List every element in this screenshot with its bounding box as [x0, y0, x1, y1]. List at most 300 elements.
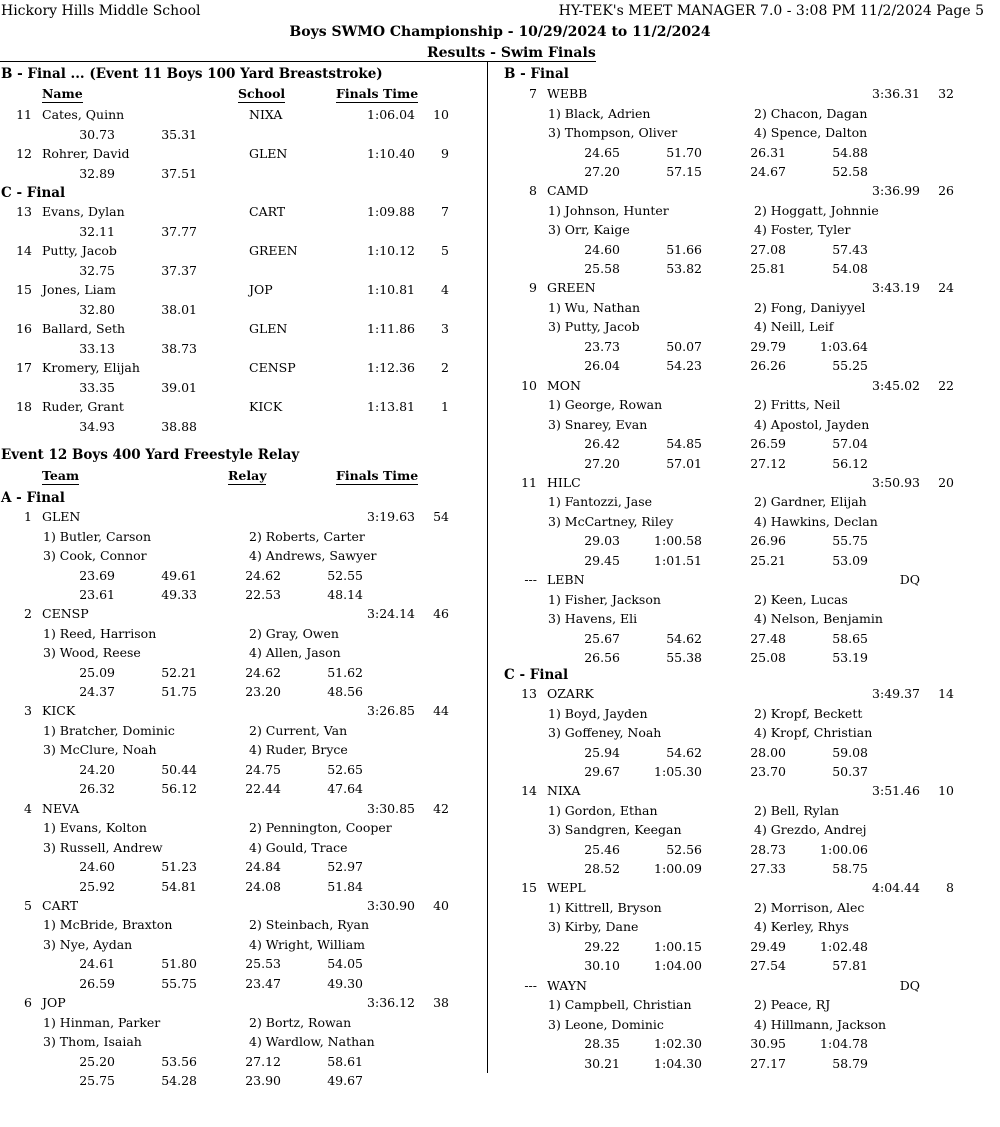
split-time: 1:00.15: [654, 938, 702, 954]
split-time: 52.58: [832, 164, 868, 179]
column-divider: [487, 61, 488, 1073]
column-header-team: Team: [42, 468, 80, 483]
swimmer-points: 2: [441, 360, 449, 375]
relay-place: ---: [524, 572, 537, 587]
column-header-name: Name: [42, 86, 83, 101]
relay-swimmer: 1) Bratcher, Dominic: [43, 722, 175, 738]
split-time: 55.75: [832, 533, 868, 549]
relay-swimmer: 4) Foster, Tyler: [754, 222, 851, 238]
swimmer-school: CART: [249, 204, 286, 219]
relay-place: 2: [24, 606, 32, 622]
swimmer-finals-time: 1:11.86: [367, 321, 415, 336]
relay-swimmer: 4) Andrews, Sawyer: [249, 548, 377, 563]
relay-swimmer: 2) Gardner, Elijah: [754, 494, 867, 510]
split-time: 49.30: [327, 975, 363, 991]
split-time: 26.59: [750, 436, 786, 452]
relay-swimmer: 2) Chacon, Dagan: [754, 105, 868, 121]
relay-swimmer: 1) Kittrell, Bryson: [548, 899, 662, 915]
split-time: 23.20: [245, 684, 281, 700]
split-time: 27.20: [584, 455, 620, 471]
swimmer-points: 1: [441, 399, 449, 414]
b-final-heading: B - Final: [504, 66, 569, 82]
split-time: 54.28: [161, 1073, 197, 1088]
split-time: 30.73: [79, 126, 115, 142]
split-time: 1:02.48: [820, 938, 868, 954]
relay-swimmer: 1) Butler, Carson: [43, 528, 151, 544]
relay-swimmer: 4) Wardlow, Nathan: [249, 1034, 375, 1049]
relay-swimmer: 3) Leone, Dominic: [548, 1016, 664, 1032]
relay-swimmer: 2) Steinbach, Ryan: [249, 917, 370, 933]
relay-team: GLEN: [42, 509, 81, 524]
split-time: 35.31: [161, 126, 197, 142]
swimmer-points: 7: [441, 204, 449, 219]
event-11-heading: B - Final ... (Event 11 Boys 100 Yard Breaststroke): [1, 66, 383, 82]
split-time: 24.20: [79, 761, 115, 777]
split-time: 53.82: [666, 261, 702, 277]
relay-points: 26: [938, 183, 954, 199]
relay-points: 24: [938, 280, 954, 296]
split-time: 24.75: [245, 761, 281, 777]
split-time: 56.12: [832, 455, 868, 471]
relay-swimmer: 2) Fritts, Neil: [754, 397, 841, 413]
relay-swimmer: 1) Black, Adrien: [548, 105, 651, 121]
a-final-heading: A - Final: [1, 490, 65, 506]
relay-finals-time: 3:49.37: [872, 686, 920, 701]
swimmer-place: 15: [16, 282, 32, 297]
relay-points: 8: [946, 880, 954, 896]
split-time: 26.42: [584, 436, 620, 452]
split-time: 55.38: [666, 650, 702, 665]
relay-swimmer: 1) Johnson, Hunter: [548, 202, 669, 218]
split-time: 24.61: [79, 956, 115, 972]
split-time: 51.62: [327, 664, 363, 680]
relay-swimmer: 4) Neill, Leif: [754, 319, 834, 335]
split-time: 25.92: [79, 878, 115, 894]
header-rule: [0, 61, 487, 62]
split-time: 23.61: [79, 587, 115, 602]
split-time: 50.44: [161, 761, 197, 777]
split-time: 48.56: [327, 684, 363, 700]
swimmer-school: KICK: [249, 399, 283, 414]
swimmer-name: Putty, Jacob: [42, 243, 117, 258]
split-time: 23.73: [584, 338, 620, 354]
relay-team: CENSP: [42, 606, 89, 622]
relay-points: 54: [433, 509, 449, 524]
split-time: 57.43: [832, 241, 868, 257]
relay-finals-time: 4:04.44: [872, 880, 920, 896]
relay-points: 10: [938, 783, 954, 799]
split-time: 30.95: [750, 1036, 786, 1052]
split-time: 53.09: [832, 552, 868, 568]
relay-swimmer: 3) McCartney, Riley: [548, 513, 674, 529]
relay-points: 22: [938, 377, 954, 393]
relay-finals-time: 3:36.31: [872, 86, 920, 101]
split-time: 24.62: [245, 664, 281, 680]
split-time: 25.53: [245, 956, 281, 972]
split-time: 54.62: [666, 630, 702, 646]
split-time: 24.65: [584, 144, 620, 160]
split-time: 50.37: [832, 764, 868, 779]
swimmer-name: Rohrer, David: [42, 146, 130, 161]
split-time: 25.94: [584, 744, 620, 760]
relay-team: WEBB: [547, 86, 588, 101]
relay-swimmer: 4) Wright, William: [249, 936, 366, 952]
split-time: 51.70: [666, 144, 702, 160]
split-time: 26.59: [79, 975, 115, 991]
split-time: 54.81: [161, 878, 197, 894]
relay-place: 3: [24, 703, 32, 719]
relay-team: LEBN: [547, 572, 585, 587]
relay-swimmer: 4) Allen, Jason: [249, 645, 341, 661]
swimmer-name: Ruder, Grant: [42, 399, 124, 414]
relay-finals-time: 3:24.14: [367, 606, 415, 622]
swimmer-finals-time: 1:12.36: [367, 360, 415, 375]
split-time: 54.85: [666, 436, 702, 452]
relay-swimmer: 2) Roberts, Carter: [249, 528, 365, 544]
swimmer-name: Evans, Dylan: [42, 204, 125, 219]
relay-place: 7: [529, 86, 537, 101]
split-time: 24.84: [245, 859, 281, 875]
split-time: 51.84: [327, 878, 363, 894]
swimmer-place: 12: [16, 146, 32, 161]
relay-finals-time: 3:43.19: [872, 280, 920, 296]
relay-finals-time: DQ: [899, 977, 920, 993]
swimmer-school: CENSP: [249, 360, 296, 375]
split-time: 58.61: [327, 1053, 363, 1069]
split-time: 55.75: [161, 975, 197, 991]
split-time: 27.12: [245, 1053, 281, 1069]
split-time: 25.09: [79, 664, 115, 680]
swimmer-name: Kromery, Elijah: [42, 360, 140, 375]
relay-swimmer: 2) Bortz, Rowan: [249, 1014, 352, 1030]
relay-place: 11: [521, 474, 537, 490]
split-time: 48.14: [327, 587, 363, 602]
relay-swimmer: 1) Gordon, Ethan: [548, 802, 658, 818]
relay-points: 46: [433, 606, 449, 622]
relay-swimmer: 3) Havens, Eli: [548, 611, 638, 626]
relay-swimmer: 2) Hoggatt, Johnnie: [754, 202, 879, 218]
split-time: 24.62: [245, 567, 281, 583]
swimmer-points: 9: [441, 146, 449, 161]
split-time: 57.81: [832, 958, 868, 974]
relay-swimmer: 2) Peace, RJ: [754, 997, 831, 1013]
split-time: 22.44: [245, 781, 281, 797]
relay-swimmer: 2) Pennington, Cooper: [249, 820, 392, 836]
split-time: 29.79: [750, 338, 786, 354]
relay-swimmer: 3) Nye, Aydan: [43, 936, 133, 952]
relay-team: NEVA: [42, 800, 80, 816]
swimmer-name: Jones, Liam: [42, 282, 116, 297]
split-time: 27.33: [750, 861, 786, 877]
split-time: 30.10: [584, 958, 620, 974]
relay-points: 32: [938, 86, 954, 101]
relay-swimmer: 3) Wood, Reese: [43, 645, 141, 661]
relay-swimmer: 3) McClure, Noah: [43, 742, 157, 758]
relay-swimmer: 1) Fantozzi, Jase: [548, 494, 653, 510]
split-time: 27.17: [750, 1055, 786, 1071]
swimmer-place: 18: [16, 399, 32, 414]
split-time: 32.75: [79, 262, 115, 278]
relay-swimmer: 1) Campbell, Christian: [548, 997, 692, 1013]
relay-swimmer: 3) Putty, Jacob: [548, 319, 640, 335]
relay-place: 15: [521, 880, 537, 896]
swimmer-place: 13: [16, 204, 32, 219]
split-time: 1:03.64: [820, 338, 868, 354]
results-subtitle: Results - Swim Finals: [427, 45, 596, 61]
split-time: 54.88: [832, 144, 868, 160]
relay-swimmer: 4) Hawkins, Declan: [754, 513, 878, 529]
swimmer-points: 10: [433, 107, 449, 122]
split-time: 38.88: [161, 418, 197, 434]
split-time: 25.81: [750, 261, 786, 277]
column-header-finals-time: Finals Time: [336, 86, 419, 101]
split-time: 23.69: [79, 567, 115, 583]
relay-swimmer: 3) Snarey, Evan: [548, 416, 648, 432]
split-time: 25.46: [584, 841, 620, 857]
event-12-heading: Event 12 Boys 400 Yard Freestyle Relay: [1, 447, 300, 463]
relay-points: 44: [433, 703, 449, 719]
relay-points: 38: [433, 995, 449, 1010]
swimmer-points: 5: [441, 243, 449, 258]
relay-swimmer: 4) Nelson, Benjamin: [754, 611, 883, 626]
split-time: 23.70: [750, 764, 786, 779]
column-header-school: School: [238, 86, 286, 101]
split-time: 51.66: [666, 241, 702, 257]
relay-swimmer: 3) Russell, Andrew: [43, 839, 163, 855]
swimmer-school: JOP: [249, 282, 273, 297]
swimmer-points: 4: [441, 282, 449, 297]
split-time: 25.21: [750, 552, 786, 568]
relay-finals-time: 3:19.63: [367, 509, 415, 524]
split-time: 52.65: [327, 761, 363, 777]
swimmer-finals-time: 1:10.12: [367, 243, 415, 258]
split-time: 25.20: [79, 1053, 115, 1069]
swimmer-name: Cates, Quinn: [42, 107, 125, 122]
swimmer-school: GREEN: [249, 243, 298, 258]
split-time: 52.21: [161, 664, 197, 680]
relay-team: CART: [42, 897, 79, 913]
relay-team: WAYN: [547, 977, 587, 993]
split-time: 27.20: [584, 164, 620, 179]
split-time: 29.67: [584, 764, 620, 779]
relay-swimmer: 1) Hinman, Parker: [43, 1014, 161, 1030]
split-time: 32.11: [79, 223, 115, 239]
split-time: 51.23: [161, 859, 197, 875]
relay-swimmer: 3) Thom, Isaiah: [43, 1034, 142, 1049]
split-time: 49.61: [161, 567, 197, 583]
relay-finals-time: DQ: [899, 572, 920, 587]
split-time: 23.47: [245, 975, 281, 991]
swimmer-finals-time: 1:06.04: [367, 107, 415, 122]
split-time: 26.32: [79, 781, 115, 797]
relay-swimmer: 3) Thompson, Oliver: [548, 125, 678, 140]
swimmer-points: 3: [441, 321, 449, 336]
split-time: 57.01: [666, 455, 702, 471]
split-time: 54.23: [666, 358, 702, 374]
split-time: 29.22: [584, 938, 620, 954]
relay-place: 9: [529, 280, 537, 296]
relay-swimmer: 1) Fisher, Jackson: [548, 591, 661, 607]
split-time: 57.04: [832, 436, 868, 452]
relay-swimmer: 2) Morrison, Alec: [754, 899, 865, 915]
relay-swimmer: 4) Kropf, Christian: [754, 725, 873, 740]
relay-place: 10: [521, 377, 537, 393]
split-time: 29.03: [584, 533, 620, 549]
column-header-finals-time: Finals Time: [336, 468, 419, 483]
split-time: 57.15: [666, 164, 702, 179]
meet-title: Boys SWMO Championship - 10/29/2024 to 11/2/2024: [289, 24, 711, 40]
split-time: 25.08: [750, 650, 786, 665]
relay-swimmer: 2) Kropf, Beckett: [754, 705, 863, 721]
split-time: 26.26: [750, 358, 786, 374]
relay-finals-time: 3:45.02: [872, 377, 920, 393]
swimmer-place: 17: [16, 360, 32, 375]
split-time: 1:05.30: [654, 764, 702, 779]
relay-place: 5: [24, 897, 32, 913]
relay-swimmer: 1) Boyd, Jayden: [548, 705, 648, 721]
split-time: 32.89: [79, 165, 115, 181]
relay-finals-time: 3:50.93: [872, 474, 920, 490]
split-time: 49.67: [327, 1073, 363, 1088]
split-time: 26.96: [750, 533, 786, 549]
c-final-heading: C - Final: [1, 185, 66, 201]
split-time: 55.25: [832, 358, 868, 374]
split-time: 52.56: [666, 841, 702, 857]
relay-finals-time: 3:36.12: [367, 995, 415, 1010]
swimmer-school: GLEN: [249, 321, 288, 336]
relay-place: 1: [24, 509, 32, 524]
split-time: 54.05: [327, 956, 363, 972]
relay-swimmer: 2) Fong, Daniyyel: [754, 299, 866, 315]
split-time: 24.37: [79, 684, 115, 700]
swimmer-finals-time: 1:10.40: [367, 146, 415, 161]
relay-points: 14: [938, 686, 954, 701]
relay-place: 14: [521, 783, 537, 799]
relay-swimmer: 1) George, Rowan: [548, 397, 663, 413]
relay-team: NIXA: [547, 783, 581, 799]
relay-swimmer: 1) Evans, Kolton: [43, 820, 147, 836]
relay-swimmer: 2) Gray, Owen: [249, 625, 339, 641]
split-time: 39.01: [161, 379, 197, 395]
split-time: 26.04: [584, 358, 620, 374]
relay-swimmer: 1) Reed, Harrison: [43, 625, 157, 641]
swimmer-school: NIXA: [249, 107, 283, 122]
split-time: 26.31: [750, 144, 786, 160]
relay-team: WEPL: [547, 880, 586, 896]
split-time: 37.37: [161, 262, 197, 278]
split-time: 56.12: [161, 781, 197, 797]
swimmer-school: GLEN: [249, 146, 288, 161]
swimmer-finals-time: 1:09.88: [367, 204, 415, 219]
relay-swimmer: 3) Goffeney, Noah: [548, 725, 662, 740]
split-time: 53.56: [161, 1053, 197, 1069]
relay-team: JOP: [42, 995, 66, 1010]
relay-finals-time: 3:30.85: [367, 800, 415, 816]
relay-swimmer: 4) Grezdo, Andrej: [754, 822, 867, 838]
relay-swimmer: 3) Sandgren, Keegan: [548, 822, 682, 838]
split-time: 27.48: [750, 630, 786, 646]
swimmer-place: 14: [16, 243, 32, 258]
relay-swimmer: 4) Ruder, Bryce: [249, 742, 348, 758]
split-time: 24.67: [750, 164, 786, 179]
relay-swimmer: 2) Keen, Lucas: [754, 591, 848, 607]
relay-points: 20: [938, 474, 954, 490]
split-time: 27.08: [750, 241, 786, 257]
split-time: 26.56: [584, 650, 620, 665]
swimmer-finals-time: 1:10.81: [367, 282, 415, 297]
split-time: 33.35: [79, 379, 115, 395]
split-time: 28.52: [584, 861, 620, 877]
split-time: 58.75: [832, 861, 868, 877]
split-time: 38.01: [161, 301, 197, 317]
split-time: 22.53: [245, 587, 281, 602]
relay-place: ---: [524, 977, 537, 993]
relay-points: 40: [433, 897, 449, 913]
relay-swimmer: 4) Apostol, Jayden: [754, 416, 870, 432]
software-stamp: HY-TEK's MEET MANAGER 7.0 - 3:08 PM 11/2/2024 Page 5: [558, 3, 984, 19]
relay-swimmer: 3) Kirby, Dane: [548, 919, 639, 935]
split-time: 24.60: [79, 859, 115, 875]
relay-finals-time: 3:26.85: [367, 703, 415, 719]
split-time: 50.07: [666, 338, 702, 354]
swimmer-place: 11: [16, 107, 32, 122]
school-name: Hickory Hills Middle School: [1, 3, 201, 19]
split-time: 1:04.00: [654, 958, 702, 974]
relay-swimmer: 3) Orr, Kaige: [548, 222, 630, 238]
split-time: 1:02.30: [654, 1036, 702, 1052]
split-time: 28.00: [750, 744, 786, 760]
split-time: 54.62: [666, 744, 702, 760]
split-time: 49.33: [161, 587, 197, 602]
split-time: 28.73: [750, 841, 786, 857]
split-time: 25.75: [79, 1073, 115, 1088]
relay-finals-time: 3:30.90: [367, 897, 415, 913]
relay-place: 13: [521, 686, 537, 701]
split-time: 29.49: [750, 938, 786, 954]
split-time: 1:04.78: [820, 1036, 868, 1052]
split-time: 37.51: [161, 165, 197, 181]
split-time: 1:01.51: [654, 552, 702, 568]
split-time: 32.80: [79, 301, 115, 317]
relay-team: CAMD: [547, 183, 589, 199]
split-time: 51.75: [161, 684, 197, 700]
relay-finals-time: 3:51.46: [872, 783, 920, 799]
relay-swimmer: 4) Kerley, Rhys: [754, 919, 849, 935]
split-time: 58.79: [832, 1055, 868, 1071]
relay-swimmer: 2) Current, Van: [249, 722, 348, 738]
split-time: 52.55: [327, 567, 363, 583]
split-time: 38.73: [161, 340, 197, 356]
split-time: 1:00.58: [654, 533, 702, 549]
relay-swimmer: 1) Wu, Nathan: [548, 299, 641, 315]
relay-swimmer: 3) Cook, Connor: [43, 548, 147, 563]
swimmer-place: 16: [16, 321, 32, 336]
relay-swimmer: 4) Gould, Trace: [249, 839, 348, 855]
split-time: 37.77: [161, 223, 197, 239]
split-time: 25.58: [584, 261, 620, 277]
split-time: 23.90: [245, 1073, 281, 1088]
swimmer-finals-time: 1:13.81: [367, 399, 415, 414]
split-time: 1:00.09: [654, 861, 702, 877]
relay-swimmer: 4) Hillmann, Jackson: [754, 1016, 887, 1032]
split-time: 28.35: [584, 1036, 620, 1052]
split-time: 30.21: [584, 1055, 620, 1071]
split-time: 53.19: [832, 650, 868, 665]
split-time: 24.60: [584, 241, 620, 257]
split-time: 33.13: [79, 340, 115, 356]
column-header-relay: Relay: [228, 468, 267, 483]
c-final-heading: C - Final: [504, 667, 569, 683]
